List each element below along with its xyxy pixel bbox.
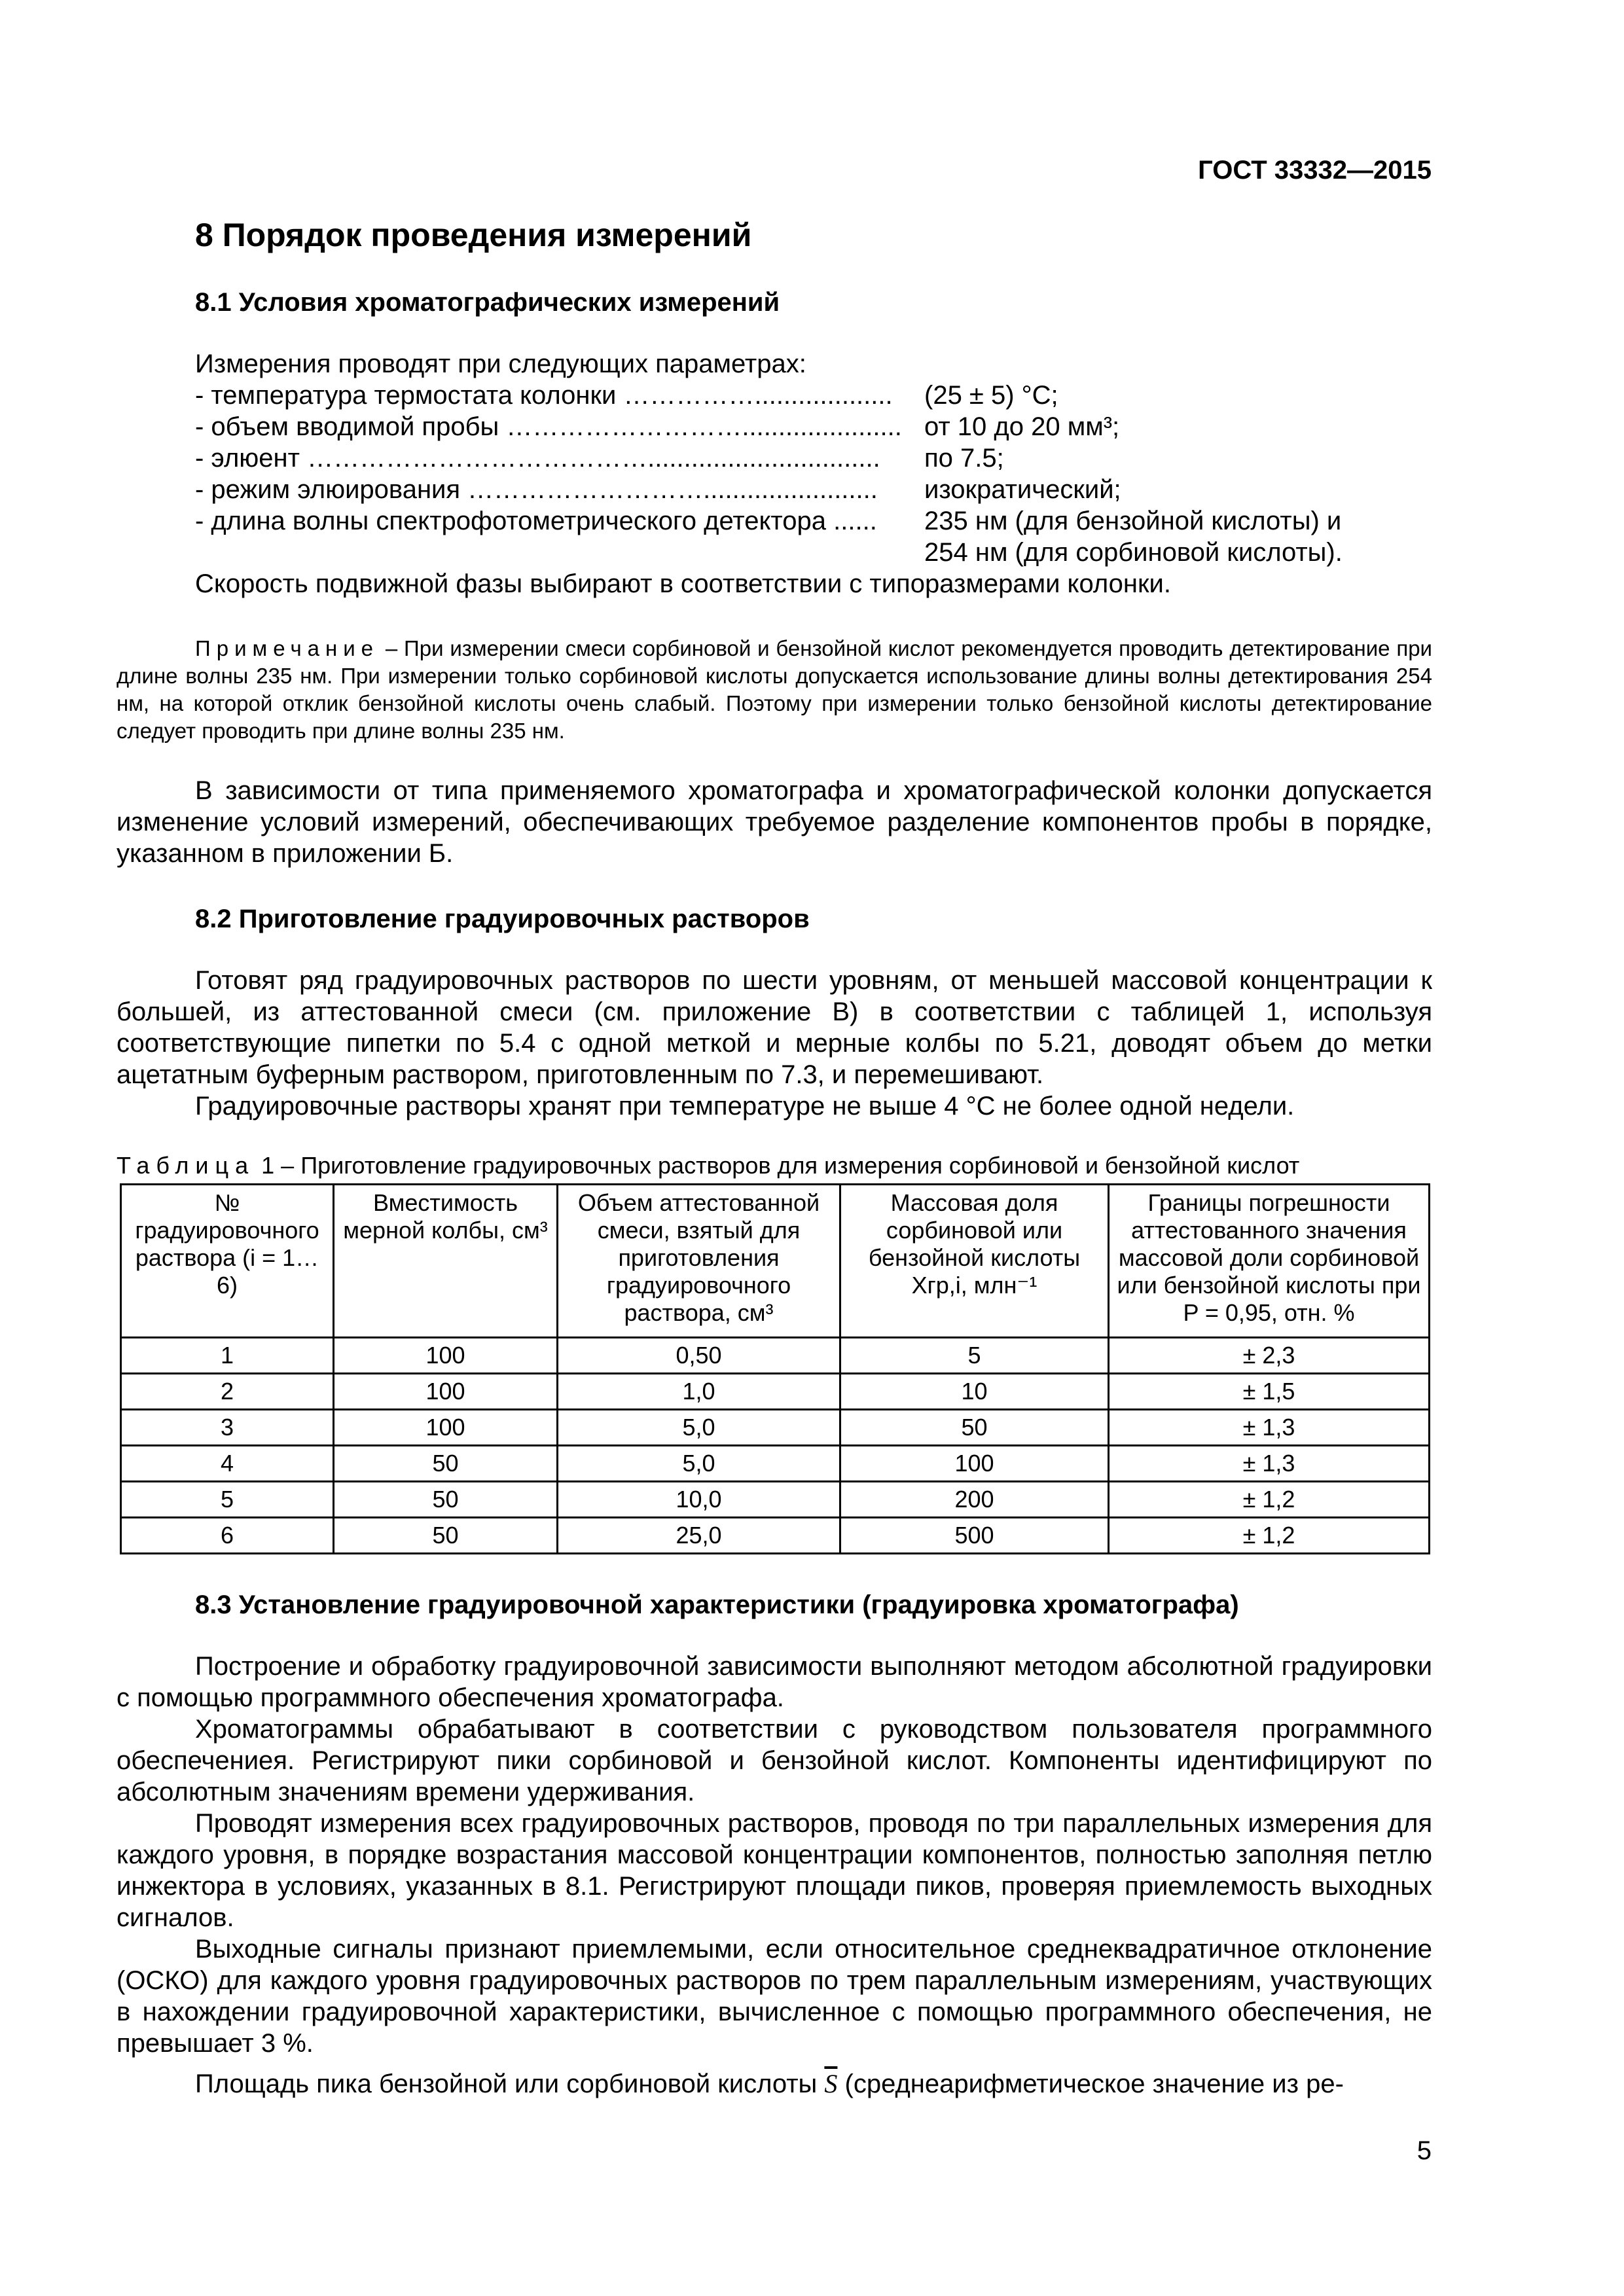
table-header-row [121, 1185, 1430, 1338]
table-row [121, 1410, 1430, 1446]
column-header: Вместимость мерной колбы, см³ [334, 1185, 558, 1338]
note-label: Примечание [195, 636, 380, 660]
table-cell: 100 [840, 1446, 1109, 1482]
table-cell: ± 2,3 [1109, 1338, 1430, 1374]
param-row [195, 442, 1004, 474]
measurement-procedure-paragraph: Проводят измерения всех градуировочных растворов, проводя по три параллельных измерения для каждого уровня, в порядке возрастания массовой концентрации компонентов, полностью заполняя петлю инжектора в условиях, указанных в 8.1. Регистрируют площади пиков, проверяя приемлемость выходных сигналов. [117, 1809, 1432, 1932]
table-cell: 5,0 [558, 1446, 840, 1482]
column-header: Объем аттестованной смеси, взятый для приготовления градуировочного раствора, см³ [558, 1185, 840, 1338]
acceptance-criteria-paragraph: Выходные сигналы признают приемлемыми, если относительное среднеквадратичное отклонение (ОСКО) для каждого уровня градуировочных растворов по трем параллельным измерениям, участвующих в нахождении градуировочной характеристики, вычисленное с помощью программного обеспечения, не превышает 3 %. [117, 1935, 1432, 2058]
table-cell: 50 [334, 1446, 558, 1482]
flow-speed-text: Скорость подвижной фазы выбирают в соответствии с типоразмерами колонки. [195, 569, 1171, 598]
table-row [121, 1482, 1430, 1518]
table-cell: 100 [334, 1338, 558, 1374]
table-1-caption [117, 1152, 1299, 1179]
table-cell: 0,50 [558, 1338, 840, 1374]
table-cell: 500 [840, 1518, 1109, 1554]
table-cell: 2 [121, 1374, 334, 1410]
storage-paragraph: Градуировочные растворы хранят при температуре не выше 4 °C не более одной недели. [195, 1092, 1295, 1121]
param-row [195, 380, 1058, 411]
table-cell: 3 [121, 1410, 334, 1446]
peak-area-line [195, 2068, 1344, 2100]
table-row [121, 1446, 1430, 1482]
note-paragraph [117, 635, 1432, 745]
calibration-solutions-table [120, 1183, 1430, 1554]
param-row [195, 411, 1120, 442]
table-caption-text: 1 – Приготовление градуировочных растворов для измерения сорбиновой и бензойной кислот [255, 1152, 1300, 1179]
page-number: 5 [1416, 2136, 1432, 2165]
column-header: Границы погрешности аттестованного значения массовой доли сорбиновой или бензойной кислоты при P = 0,95, отн. % [1109, 1185, 1430, 1338]
params-intro: Измерения проводят при следующих параметрах: [195, 350, 806, 378]
mean-peak-area-symbol: $\overline{S}$ [824, 2069, 838, 2098]
param-label: - режим элюирования ………………………........................ [195, 475, 878, 504]
table-cell: ± 1,3 [1109, 1410, 1430, 1446]
peak-area-text-start: Площадь пика бензойной или сорбиновой кислоты [195, 2070, 825, 2098]
preparation-paragraph: Готовят ряд градуировочных растворов по шести уровням, от меньшей массовой концентрации к большей, из аттестованной смеси (см. приложение В) в соответствии с таблицей 1, используя соответствующие пипетки по 5.4 с одной меткой и мерные колбы по 5.21, доводят объем до метки ацетатным буферным раствором, приготовленным по 7.3, и перемешивают. [117, 966, 1432, 1089]
table-cell: 50 [334, 1482, 558, 1518]
param-label: - элюент …………………………………................................ [195, 444, 880, 473]
table-cell: 10,0 [558, 1482, 840, 1518]
chromatogram-processing-paragraph: Хроматограммы обрабатывают в соответствии с руководством пользователя программного обеспечениея. Регистрируют пики сорбиновой и бензойной кислот. Компоненты идентифицируют по абсолютным значениям времени удерживания. [117, 1715, 1432, 1806]
param-label: - объем вводимой пробы ………………………...................... [195, 412, 902, 441]
section-8-3-title: 8.3 Установление градуировочной характеристики (градуировка хроматографа) [195, 1590, 1239, 1619]
section-8-title: 8 Порядок проведения измерений [195, 217, 752, 253]
table-row [121, 1374, 1430, 1410]
table-cell: ± 1,5 [1109, 1374, 1430, 1410]
table-cell: 50 [334, 1518, 558, 1554]
table-cell: 5,0 [558, 1410, 840, 1446]
param-value: от 10 до 20 мм³; [924, 412, 1120, 441]
table-cell: 4 [121, 1446, 334, 1482]
calibration-method-paragraph: Построение и обработку градуировочной зависимости выполняют методом абсолютной градуировки с помощью программного обеспечения хроматографа. [117, 1652, 1432, 1712]
table-cell: 50 [840, 1410, 1109, 1446]
param-value: изократический; [924, 475, 1121, 504]
param-label: - длина волны спектрофотометрического детектора ...... [195, 507, 877, 535]
param-value: по 7.5; [924, 444, 1004, 473]
peak-area-text-end: (среднеарифметическое значение из ре- [837, 2070, 1344, 2098]
table-cell: 1 [121, 1338, 334, 1374]
table-cell: ± 1,3 [1109, 1446, 1430, 1482]
table-cell: 1,0 [558, 1374, 840, 1410]
note-text: – При измерении смеси сорбиновой и бензойной кислот рекомендуется проводить детектирование при длине волны 235 нм. При измерении только сорбиновой кислоты допускается использование длины волны детектирования 254 нм, на которой отклик бензойной кислоты очень слабый. Поэтому при измерении только бензойной кислоты детектирование следует проводить при длине волны 235 нм. [117, 636, 1432, 743]
table-cell: 5 [840, 1338, 1109, 1374]
table-row [121, 1338, 1430, 1374]
conditions-variation-paragraph: В зависимости от типа применяемого хроматографа и хроматографической колонки допускается изменение условий измерений, обеспечивающих требуемое разделение компонентов пробы в порядке, указанном в приложении Б. [117, 776, 1432, 868]
table-cell: 5 [121, 1482, 334, 1518]
table-caption-label: Таблица [117, 1152, 255, 1179]
param-row [195, 505, 1342, 537]
column-header: Массовая доля сорбиновой или бензойной кислоты Xгр,i, млн⁻¹ [840, 1185, 1109, 1338]
column-header: № градуировочного раствора (i = 1…6) [121, 1185, 334, 1338]
table-cell: ± 1,2 [1109, 1518, 1430, 1554]
table-cell: 10 [840, 1374, 1109, 1410]
table-cell: ± 1,2 [1109, 1482, 1430, 1518]
table-cell: 6 [121, 1518, 334, 1554]
table-cell: 100 [334, 1374, 558, 1410]
param-continuation: 254 нм (для сорбиновой кислоты). [924, 538, 1343, 567]
param-label: - температура термостата колонки ……………................... [195, 381, 893, 410]
param-value: 235 нм (для бензойной кислоты) и [924, 507, 1342, 535]
section-8-1-title: 8.1 Условия хроматографических измерений [195, 288, 780, 317]
section-8-2-title: 8.2 Приготовление градуировочных растворов [195, 905, 810, 933]
standard-header: ГОСТ 33332—2015 [1198, 156, 1432, 185]
table-row [121, 1518, 1430, 1554]
param-value: (25 ± 5) °C; [924, 381, 1058, 410]
table-cell: 200 [840, 1482, 1109, 1518]
table-cell: 25,0 [558, 1518, 840, 1554]
param-row [195, 474, 1121, 505]
table-cell: 100 [334, 1410, 558, 1446]
